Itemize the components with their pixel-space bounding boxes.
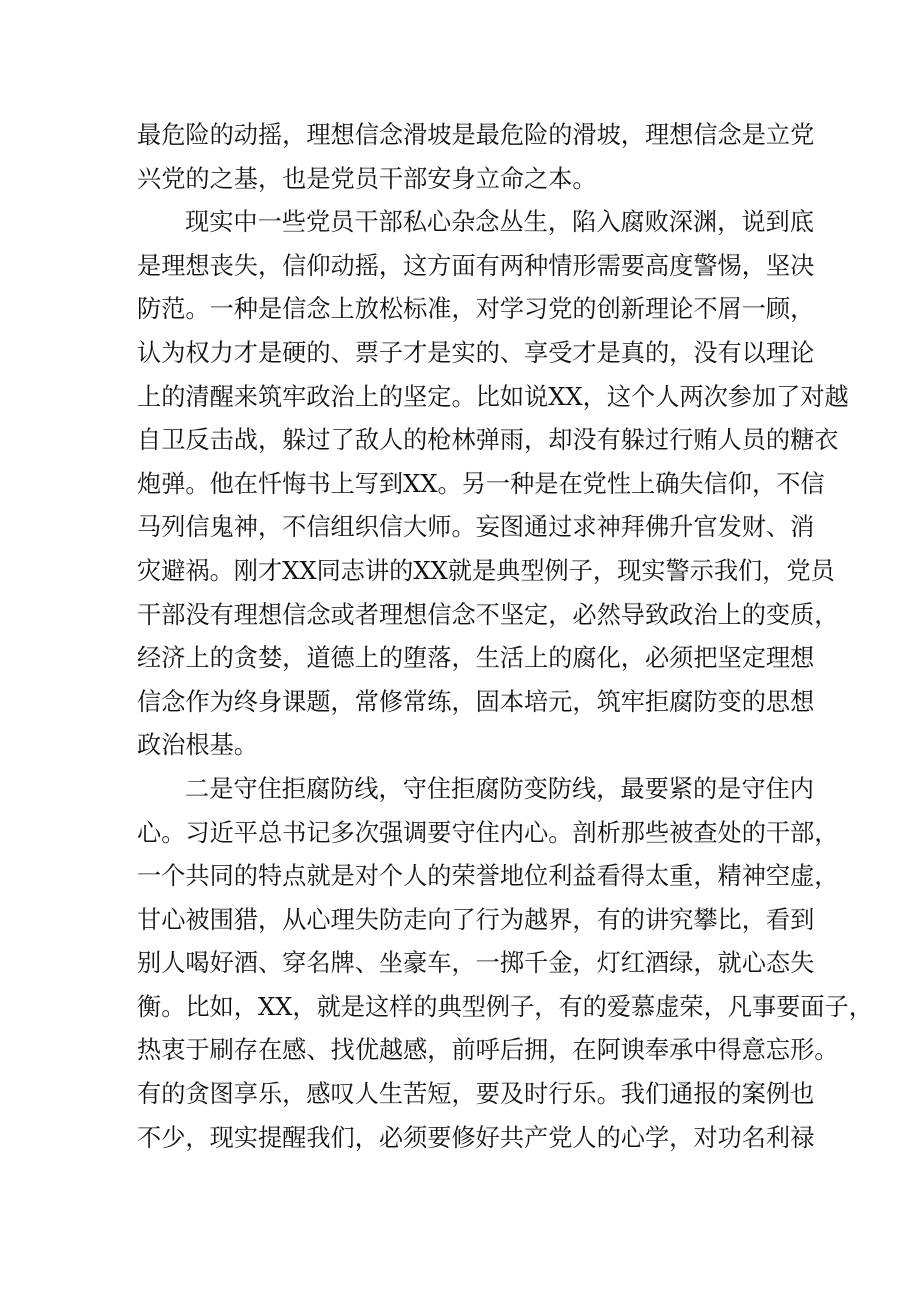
text-line: 甘心被围猎，从心理失防走向了行为越界，有的讲究攀比，看到 (137, 905, 815, 934)
text-line: 信念作为终身课题，常修常练，固本培元，筑牢拒腐防变的思想 (137, 687, 815, 716)
paragraph-1 (137, 114, 815, 201)
text-line: 政治根基。 (137, 731, 258, 760)
text-line: 最危险的动摇，理想信念滑坡是最危险的滑坡，理想信念是立党 (137, 121, 815, 149)
text-line: 认为权力才是硬的、票子才是实的、享受才是真的，没有以理论 (137, 338, 815, 367)
text-line: 有的贪图享乐，感叹人生苦短，要及时行乐。我们通报的案例也 (137, 1080, 815, 1109)
text-line: 是理想丧失，信仰动摇，这方面有两种情形需要高度警惕，坚决 (137, 251, 815, 280)
text-line: 别人喝好酒、穿名牌、坐豪车，一掷千金，灯红酒绿，就心态失 (137, 949, 815, 978)
text-line: 现实中一些党员干部私心杂念丛生，陷入腐败深渊，说到底 (185, 208, 814, 237)
text-line: 不少，现实提醒我们，必须要修好共产党人的心学，对功名利禄 (137, 1123, 815, 1152)
text-line: 兴党的之基，也是党员干部安身立命之本。 (137, 164, 597, 193)
text-line: 干部没有理想信念或者理想信念不坚定，必然导致政治上的变质， (137, 600, 839, 629)
text-line: 热衷于刷存在感、找优越感，前呼后拥，在阿谀奉承中得意忘形。 (137, 1036, 839, 1065)
text-line: 一个共同的特点就是对个人的荣誉地位利益看得太重，精神空虚， (137, 862, 839, 891)
paragraph-2 (137, 201, 849, 768)
text-line: 炮弹。他在忏悔书上写到XX。另一种是在党性上确失信仰，不信 (137, 469, 825, 498)
text-line: 灾避祸。刚才XX同志讲的XX就是典型例子，现实警示我们，党员 (137, 556, 835, 585)
text-line: 上的清醒来筑牢政治上的坚定。比如说XX，这个人两次参加了对越 (137, 382, 849, 411)
text-line: 防范。一种是信念上放松标准，对学习党的创新理论不屑一顾， (137, 295, 815, 324)
text-line: 二是守住拒腐防线，守住拒腐防变防线，最要紧的是守住内 (185, 774, 814, 803)
text-line: 自卫反击战，躲过了敌人的枪林弹雨，却没有躲过行贿人员的糖衣 (137, 426, 839, 455)
text-line: 衡。比如，XX，就是这样的典型例子，有的爱慕虚荣，凡事要面子， (137, 992, 873, 1021)
body-text (137, 114, 873, 1160)
paragraph-3 (137, 768, 873, 1160)
text-line: 经济上的贪婪，道德上的堕落，生活上的腐化，必须把坚定理想 (137, 644, 815, 673)
text-line: 心。习近平总书记多次强调要守住内心。剖析那些被查处的干部， (137, 818, 839, 847)
text-line: 马列信鬼神，不信组织信大师。妄图通过求神拜佛升官发财、消 (137, 513, 815, 542)
